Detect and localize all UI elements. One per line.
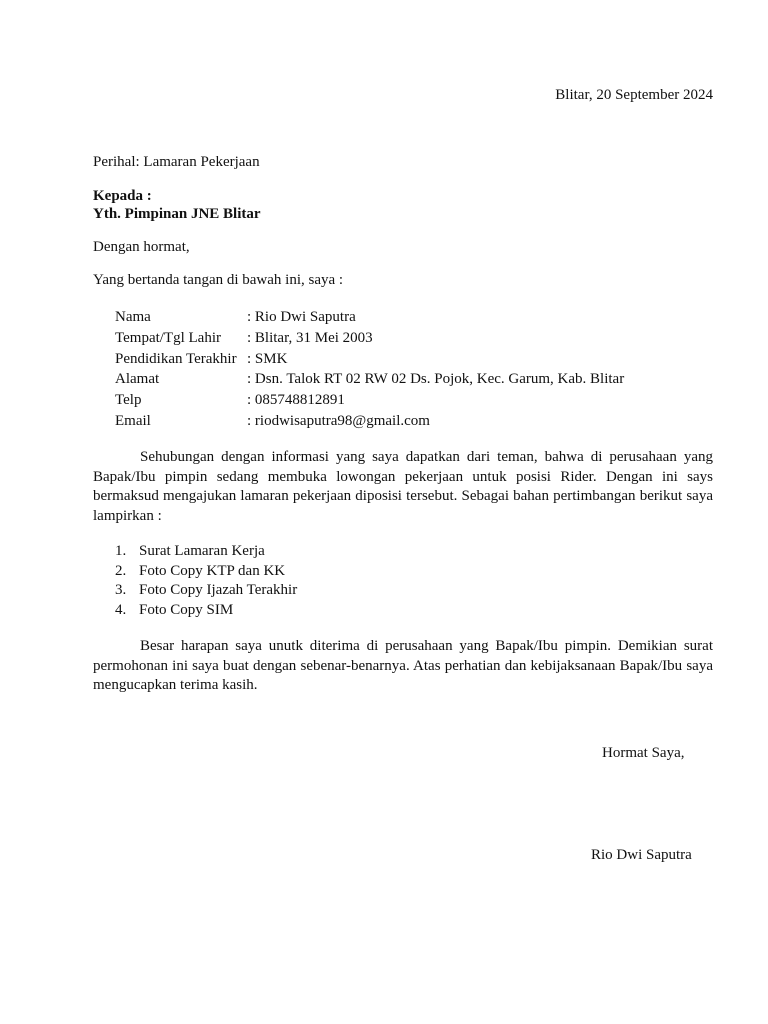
letter-date: Blitar, 20 September 2024 [555,87,713,103]
identity-value: : SMK [247,350,288,367]
intro-line: Yang bertanda tangan di bawah ini, saya : [93,272,344,288]
list-item [115,581,297,601]
identity-label: Telp [115,392,142,409]
list-item [115,542,297,562]
list-text: Foto Copy KTP dan KK [139,562,286,579]
list-text: Surat Lamaran Kerja [139,543,265,559]
signature-name: Rio Dwi Saputra [591,847,692,863]
list-item [115,601,297,621]
list-number: 2. [115,562,127,579]
recipient-block [93,187,261,223]
identity-value: : Rio Dwi Saputra [247,309,356,325]
identity-table [115,307,624,432]
identity-label: Email [115,412,151,429]
closing-salutation: Hormat Saya, [602,745,685,761]
list-number: 1. [115,543,127,559]
greeting: Dengan hormat, [93,239,190,255]
identity-label: Nama [115,309,151,325]
identity-label: Alamat [115,371,160,388]
identity-label: Tempat/Tgl Lahir [115,329,221,346]
identity-row [115,369,624,390]
attachment-list [115,542,297,620]
body-paragraph-1: Sehubungan dengan informasi yang saya dapatkan dari teman, bahwa di perusahaan yang Bapak/Ibu pimpin sedang membuka lowongan pekerjaan untuk posisi Rider. Dengan ini says bermaksud mengajukan lamaran pekerjaan diposisi tersebut. Sebagai bahan pertimbangan berikut saya lampirkan : [93,449,713,524]
list-text: Foto Copy SIM [139,601,234,618]
list-number: 3. [115,582,127,598]
identity-label: Pendidikan Terakhir [115,350,237,367]
recipient-heading: Kepada : [93,188,152,204]
identity-value: : Blitar, 31 Mei 2003 [247,329,373,346]
identity-row [115,411,624,432]
letter-subject: Perihal: Lamaran Pekerjaan [93,154,260,170]
list-number: 4. [115,601,127,618]
identity-value: : Dsn. Talok RT 02 RW 02 Ds. Pojok, Kec. Garum, Kab. Blitar [247,371,625,388]
identity-value: : riodwisaputra98@gmail.com [247,412,430,429]
identity-row [115,328,624,349]
identity-value: : 085748812891 [247,392,345,409]
identity-row [115,349,624,370]
list-item [115,562,297,582]
identity-row [115,307,624,328]
list-text: Foto Copy Ijazah Terakhir [139,582,298,598]
identity-row [115,390,624,411]
recipient-name: Yth. Pimpinan JNE Blitar [93,206,261,222]
body-paragraph-2: Besar harapan saya unutk diterima di perusahaan yang Bapak/Ibu pimpin. Demikian surat permohonan ini saya buat dengan sebenar-benarnya. Atas perhatian dan kebijaksanaan Bapak/Ibu saya mengucapkan terima kasih. [93,638,713,693]
